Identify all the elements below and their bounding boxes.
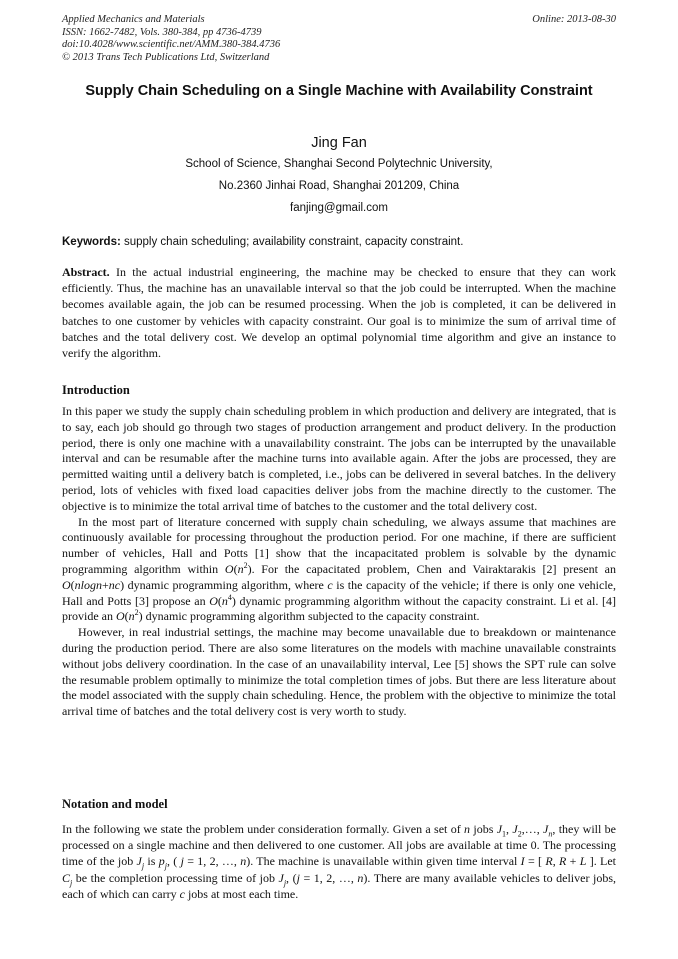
introduction-body — [62, 404, 616, 720]
copyright-line: © 2013 Trans Tech Publications Ltd, Switzerland — [62, 51, 270, 63]
notation-paragraph-1: In the following we state the problem under consideration formally. Given a set of n jobs $J_1$, $J_2,\dots$, $J_n$, they will be processed on a single machine and then delivered to one customer. All jobs are available at time 0. The processing time of the job $J_j$ is $p_j$, ( j = 1, 2, …, n). The machine is unavailable within given time interval I = [ R, R + L ]. Let $C_j$ be the completion processing time of job $J_j$, (j = 1, 2, …, n). There are many available vehicles to deliver jobs, each of which can carry c jobs at most each time. — [62, 822, 617, 901]
paper-title: Supply Chain Scheduling on a Single Machine with Availability Constraint — [85, 83, 593, 99]
keywords-text: supply chain scheduling; availability constraint, capacity constraint. — [124, 236, 464, 248]
doi-line: doi:10.4028/www.scientific.net/AMM.380-384.4736 — [62, 39, 281, 50]
intro-paragraph-3: However, in real industrial settings, the machine may become unavailable due to breakdown or maintenance during the production period. There are also some literatures on the models with machine unavailable constraints without jobs delivery coordination. In the case of an unavailability interval, Lee [5] shows the SPT rule can solve the resumable problem optimally to minimize the total completion times of jobs. But there are less literature about the model associated with the supply chain scheduling. Hence, the problem with the objective to minimize the total arrival time of batches and the total delivery cost is very worth to study. — [62, 625, 616, 719]
journal-header — [62, 14, 616, 64]
notation-body — [62, 821, 616, 902]
affiliation-line-2: No.2360 Jinhai Road, Shanghai 201209, China — [218, 180, 460, 192]
abstract — [62, 264, 616, 361]
abstract-label: Abstract. — [62, 265, 110, 279]
keywords-label: Keywords: — [62, 236, 121, 248]
author-email: fanjing@gmail.com — [290, 202, 388, 214]
intro-paragraph-2: In the most part of literature concerned with supply chain scheduling, we always assume that machines are continuously available for processing throughout the production period. For one machine, if there are sufficient number of vehicles, Hall and Potts [1] show that the incapacitated problem is solvable by the dynamic programming algorithm within $O(n^2)$. For the capacitated problem, Chen and Vairaktarakis [2] present an O(nlogn+nc) dynamic programming algorithm, where c is the capacity of the vehicle; if there is only one vehicle, Hall and Potts [3] propose an $O(n^4)$ dynamic programming algorithm without the capacity constraint. Li et al. [4] provide an $O(n^2)$ dynamic programming algorithm subjected to the capacity constraint. — [62, 514, 616, 624]
intro-paragraph-1: In this paper we study the supply chain scheduling problem in which production and delivery are integrated, that is to say, each job should go through two stages of production arrangement and product delivery. In the production period, there is only one machine with a unavailability constraint. The jobs can be interrupted by the unavailable interval and can be resumable after the machine turns into available again. After the jobs are processed, they are permitted waiting until a delivery batch is completed, i.e., jobs can be delivered in several batches. In the delivery period, lots of vehicles with fixed load capacities deliver jobs from the machine directly to the customer. The objective is to minimize the total arrival time of batches to the customer and the total delivery cost. — [62, 404, 616, 513]
author-name: Jing Fan — [311, 135, 367, 151]
online-date: Online: 2013-08-30 — [532, 14, 616, 25]
affiliation-line-1: School of Science, Shanghai Second Polytechnic University, — [185, 158, 493, 170]
notation-heading: Notation and model — [62, 797, 168, 811]
introduction-heading: Introduction — [62, 383, 130, 397]
journal-name: Applied Mechanics and Materials — [62, 14, 205, 25]
abstract-text: In the actual industrial engineering, the machine may be checked to ensure that they can work efficiently. Thus, the machine has an unavailable interval so that the job could be interrupted. When the machine becomes available again, the job can be resumed processing. When the job is completed, it can be delivered in batches to one customer by vehicles with capacity constraint. Our goal is to minimize the sum of arrival time of batches and the total delivery cost. We develop an optimal polynomial time algorithm and give an instance to verify the algorithm. — [62, 265, 617, 361]
issn-line: ISSN: 1662-7482, Vols. 380-384, pp 4736-4739 — [62, 26, 262, 38]
keywords — [62, 236, 616, 248]
